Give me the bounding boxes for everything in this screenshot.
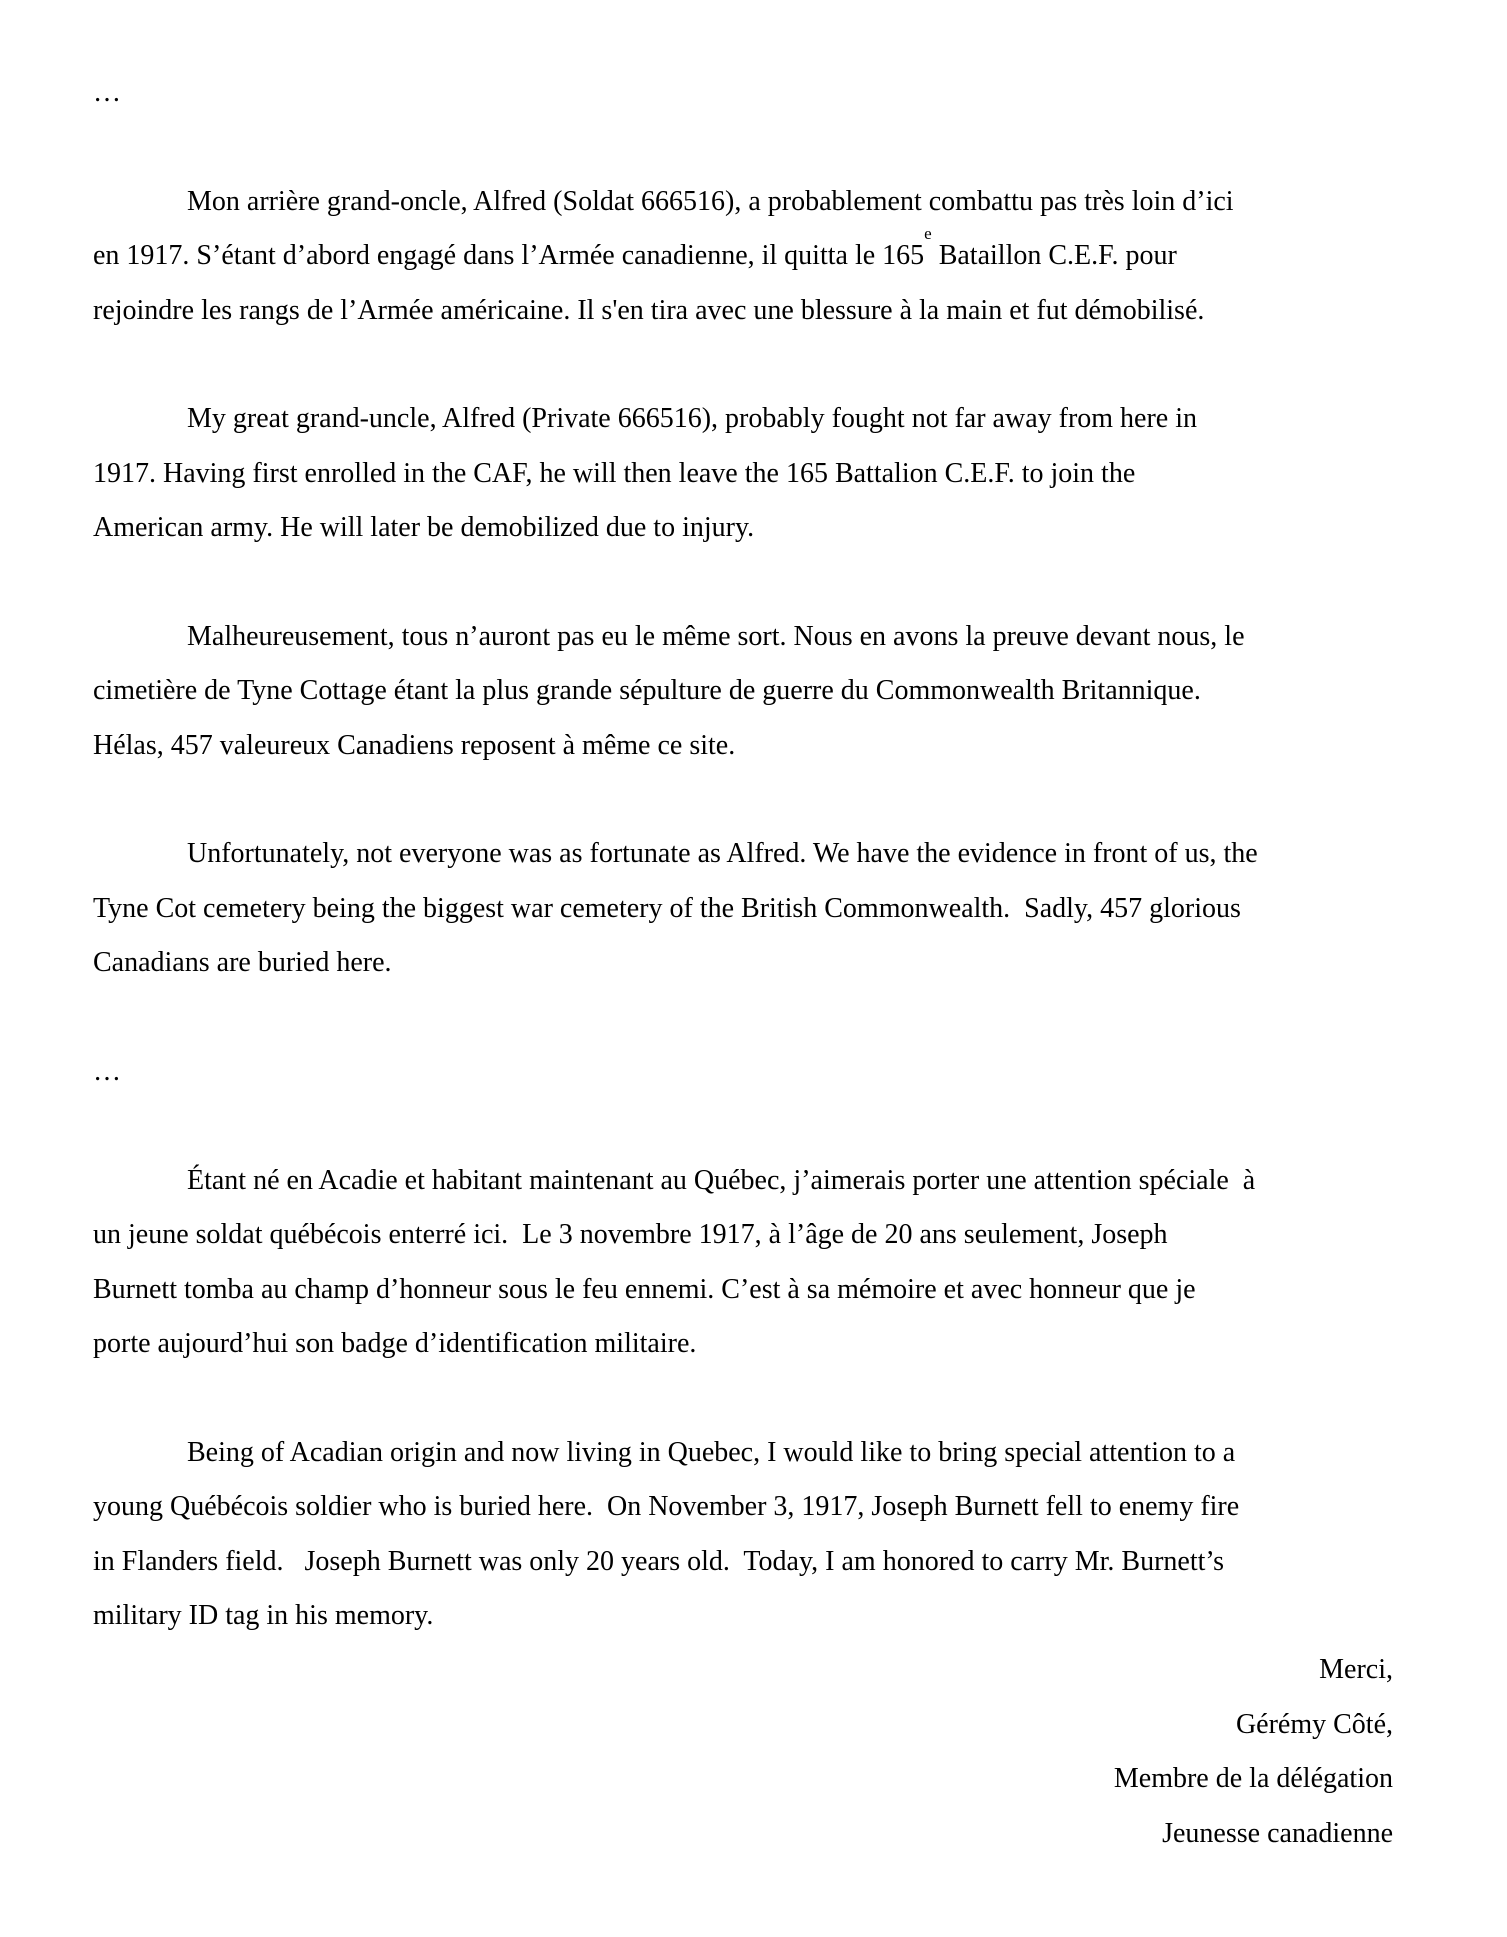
paragraph-line bbox=[93, 224, 1393, 283]
blank-line bbox=[93, 120, 1393, 174]
ellipsis-middle: … bbox=[93, 1056, 122, 1088]
paragraph-line: rejoindre les rangs de l’Armée américaine. Il s'en tira avec une blessure à la main et fut démobilisé. bbox=[93, 294, 1205, 326]
ellipsis-top: … bbox=[93, 77, 122, 108]
paragraph-line: porte aujourd’hui son badge d’identification militaire. bbox=[93, 1327, 697, 1359]
blank-line bbox=[93, 556, 1393, 610]
signature-name: Gérémy Côté, bbox=[1235, 1708, 1393, 1740]
signature-organization: Jeunesse canadienne bbox=[1162, 1817, 1393, 1849]
signature-closing: Merci, bbox=[1319, 1654, 1393, 1686]
paragraph-line: Tyne Cot cemetery being the biggest war cemetery of the British Commonwealth. Sadly, 457 glorious bbox=[93, 892, 1241, 924]
signature-block bbox=[93, 1643, 1393, 1861]
paragraph-line: young Québécois soldier who is buried here. On November 3, 1917, Joseph Burnett fell to enemy fire bbox=[93, 1491, 1240, 1523]
blank-line bbox=[93, 1099, 1393, 1153]
blank-line bbox=[93, 773, 1393, 827]
paragraph-line: Mon arrière grand-oncle, Alfred (Soldat 666516), a probablement combattu pas très loin d’ici bbox=[187, 185, 1234, 217]
paragraph-fr-burnett bbox=[93, 1154, 1393, 1372]
signature-role: Membre de la délégation bbox=[1113, 1763, 1393, 1795]
blank-line bbox=[93, 991, 1393, 1045]
paragraph-fr-tyne-cot bbox=[93, 610, 1393, 773]
paragraph-line: Being of Acadian origin and now living in Quebec, I would like to bring special attention to a bbox=[187, 1436, 1236, 1468]
ordinal-superscript: e bbox=[924, 224, 932, 244]
paragraph-en-tyne-cot bbox=[93, 827, 1393, 990]
paragraph-line: American army. He will later be demobilized due to injury. bbox=[93, 512, 755, 544]
paragraph-line: in Flanders field. Joseph Burnett was only 20 years old. Today, I am honored to carry Mr. Burnett’s bbox=[93, 1545, 1225, 1577]
paragraph-line: Étant né en Acadie et habitant maintenant au Québec, j’aimerais porter une attention spéciale à bbox=[187, 1164, 1256, 1196]
paragraph-line: un jeune soldat québécois enterré ici. Le 3 novembre 1917, à l’âge de 20 ans seulement, Joseph bbox=[93, 1219, 1168, 1251]
paragraph-fr-alfred bbox=[93, 175, 1393, 338]
paragraph-line: Hélas, 457 valeureux Canadiens reposent à même ce site. bbox=[93, 729, 736, 761]
paragraph-line: military ID tag in his memory. bbox=[93, 1599, 434, 1631]
paragraph-line: Unfortunately, not everyone was as fortunate as Alfred. We have the evidence in front of us, the bbox=[187, 838, 1258, 870]
paragraph-line: Canadians are buried here. bbox=[93, 947, 392, 979]
line-text: Bataillon C.E.F. pour bbox=[931, 240, 1177, 272]
blank-line bbox=[93, 338, 1393, 392]
blank-line bbox=[93, 1371, 1393, 1425]
paragraph-line: Malheureusement, tous n’auront pas eu le même sort. Nous en avons la preuve devant nous, le bbox=[187, 620, 1245, 652]
paragraph-en-burnett bbox=[93, 1426, 1393, 1644]
paragraph-en-alfred bbox=[93, 392, 1393, 555]
document-body bbox=[93, 66, 1393, 1861]
line-text: en 1917. S’étant d’abord engagé dans l’Armée canadienne, il quitta le 165 bbox=[93, 240, 925, 272]
paragraph-line: Burnett tomba au champ d’honneur sous le feu ennemi. C’est à sa mémoire et avec honneur que je bbox=[93, 1273, 1196, 1305]
paragraph-line: My great grand-uncle, Alfred (Private 666516), probably fought not far away from here in bbox=[187, 403, 1198, 435]
paragraph-line: 1917. Having first enrolled in the CAF, he will then leave the 165 Battalion C.E.F. to join the bbox=[93, 457, 1136, 489]
paragraph-line: cimetière de Tyne Cottage étant la plus grande sépulture de guerre du Commonwealth Britannique. bbox=[93, 675, 1201, 707]
